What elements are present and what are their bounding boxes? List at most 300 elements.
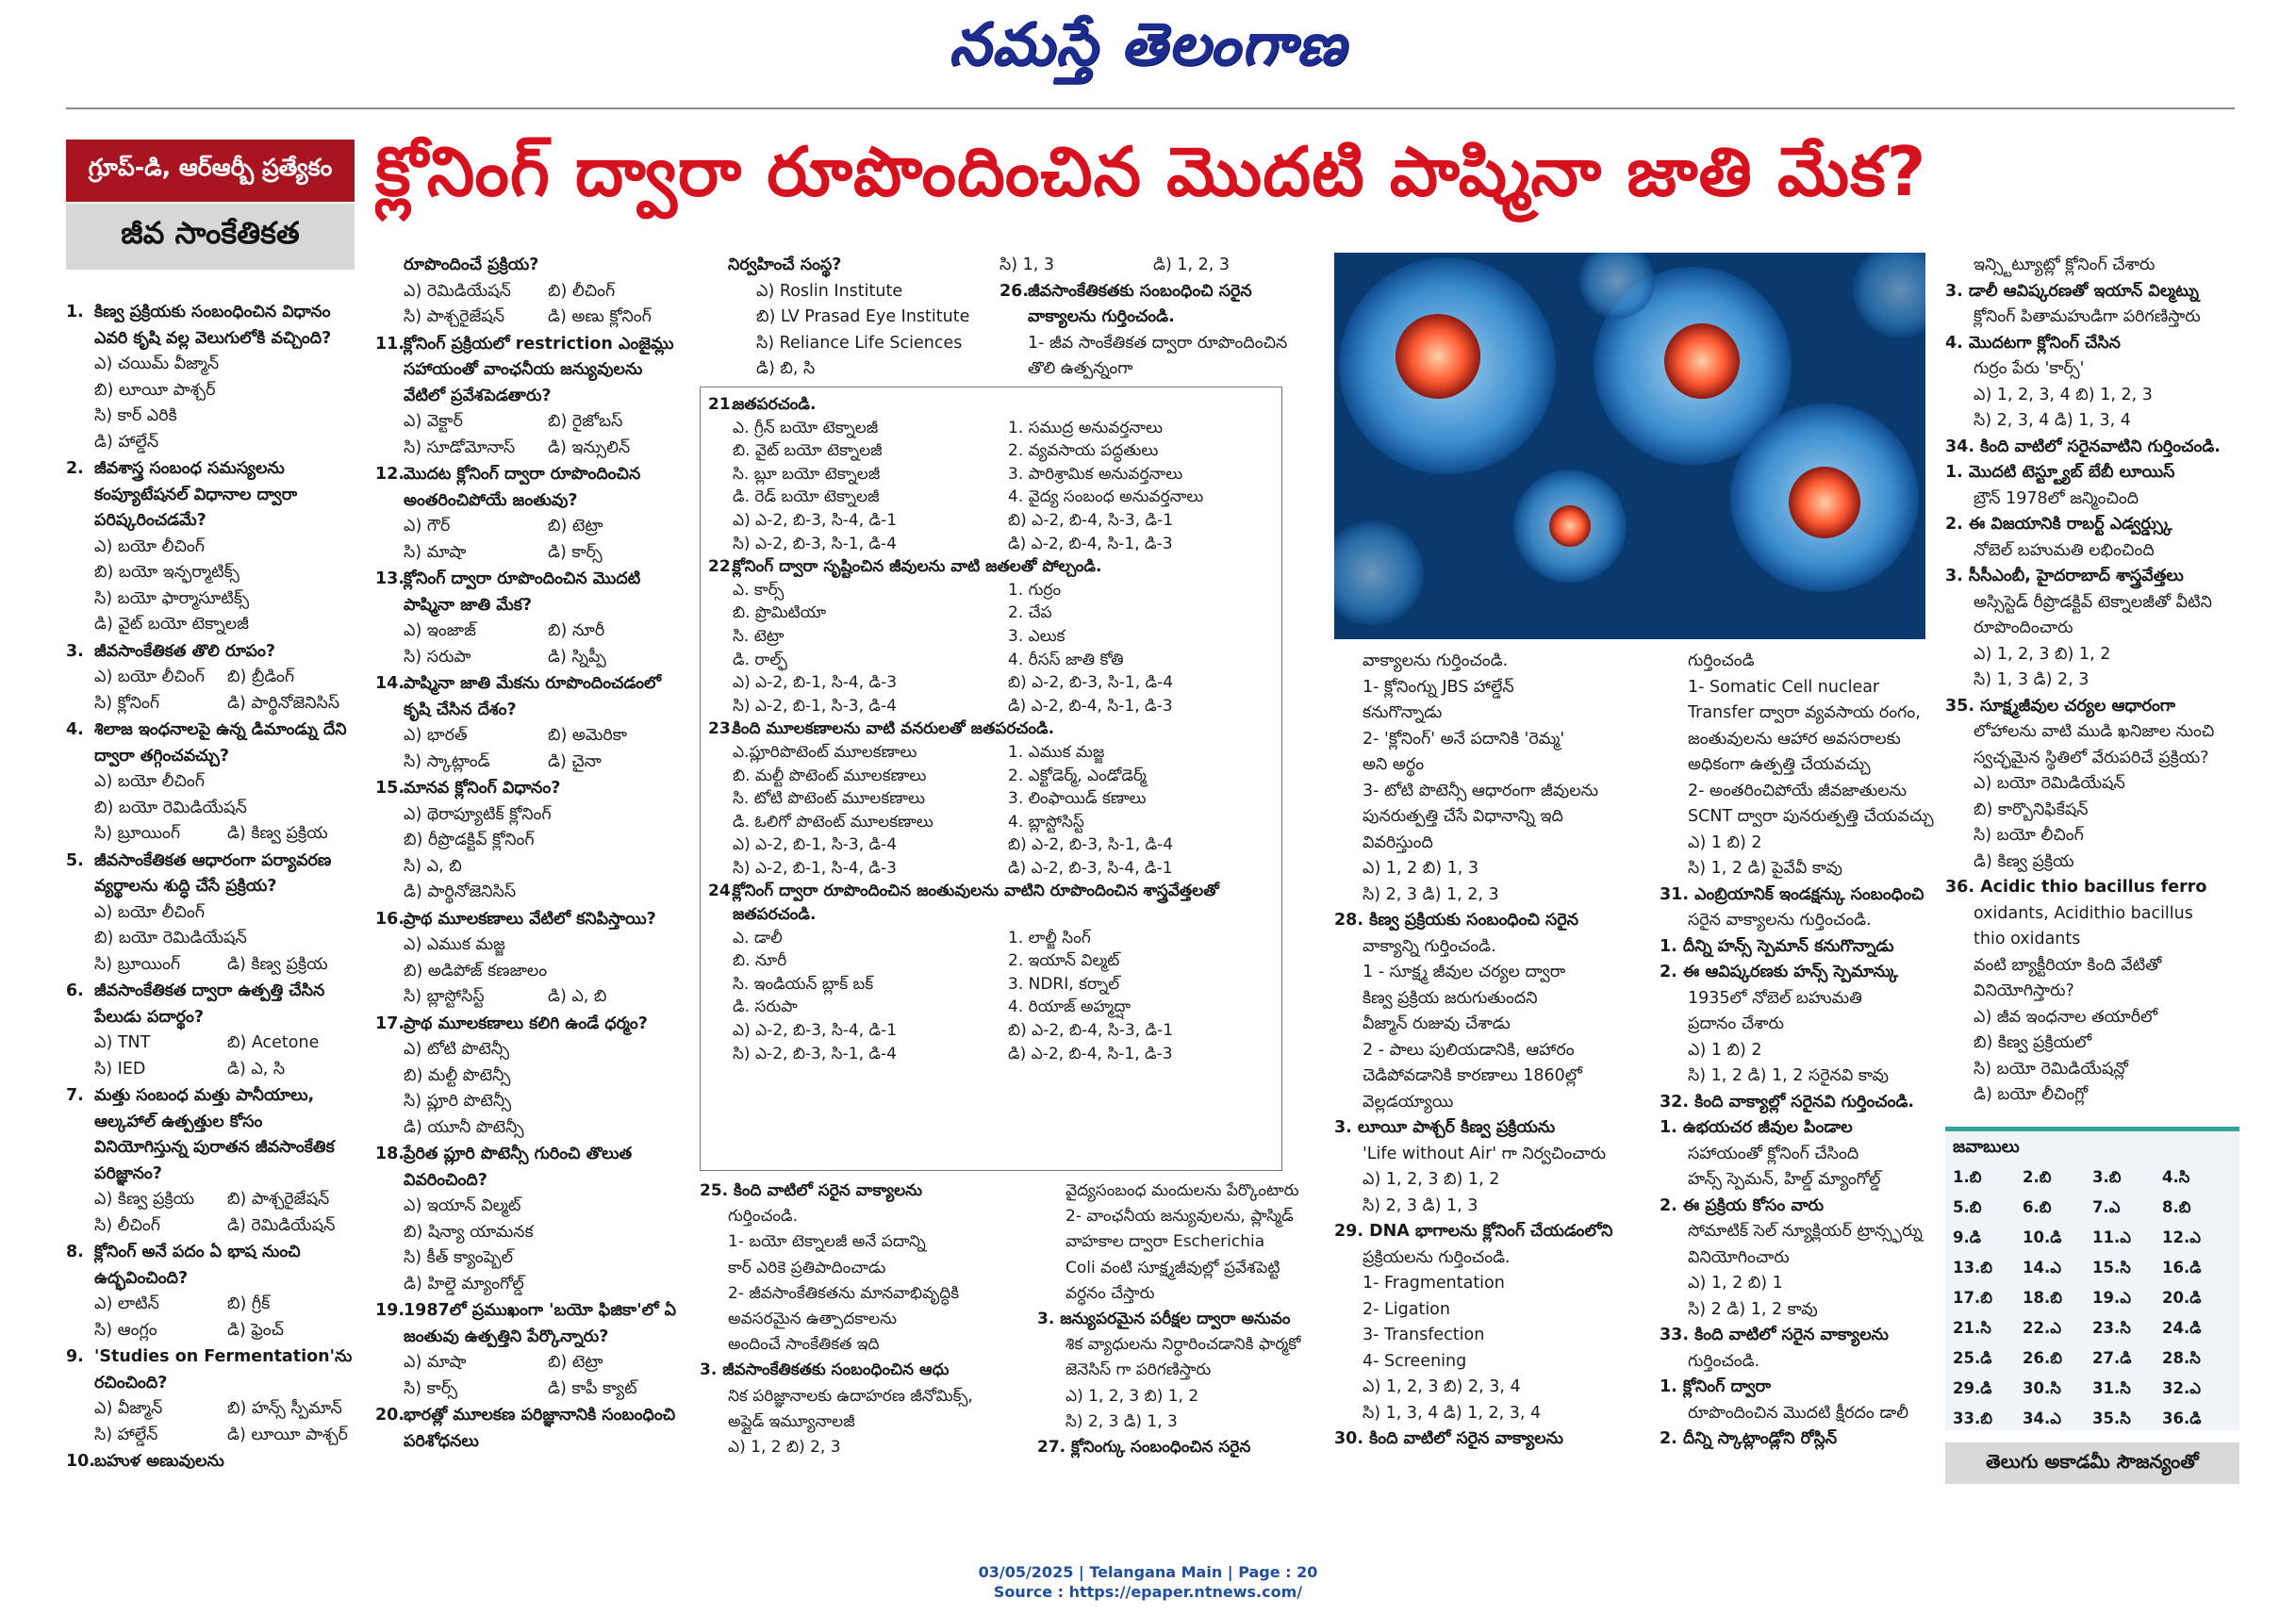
match-right: 1. లాల్జీ సింగ్ xyxy=(1008,928,1091,948)
question-text: 1. మొదటి టెస్ట్ట్యూబ్ బేబీ లూయిస్ xyxy=(1945,463,2175,482)
option-item: ఎ) TNT xyxy=(94,1033,151,1052)
option-item: సి) ఆంగ్లం xyxy=(94,1320,157,1340)
question-text: 3. లూయీ పాశ్చర్ కిణ్వ ప్రక్రియను xyxy=(1334,1118,1556,1137)
question-text: జీవసాంకేతికత తొలి రూపం? xyxy=(94,641,275,661)
option-item: సి) ఎ-2, బి-1, సి-4, డి-3 xyxy=(733,858,897,878)
answer-item: 20.డి xyxy=(2162,1289,2202,1307)
question-text: 2. ఈ ఆవిష్కరణకు హన్స్ స్పెమాన్కు xyxy=(1660,963,1899,981)
match-right: 3. పారిశ్రామిక అనువర్తనాలు xyxy=(1008,464,1183,484)
question-item xyxy=(375,253,686,331)
match-left: ఎ. డాలీ xyxy=(733,928,783,948)
question-text: కింది మూలకణాలను వాటి వనరులతో జతపరచండి. xyxy=(733,719,1055,739)
question-text: 4. మొదటగా క్లోనింగ్ చేసిన xyxy=(1945,333,2121,353)
text-line: ఎ) 1, 2, 3 బి) 1, 2 xyxy=(1065,1386,1199,1406)
question-header xyxy=(66,979,355,1030)
match-right: 1. సముద్ర అనువర్తనాలు xyxy=(1008,418,1164,437)
text-line: వెల్లడయ్యాయి xyxy=(1363,1092,1454,1112)
match-right: 3. NDRI, కర్నాల్ xyxy=(1008,974,1120,994)
question-header xyxy=(66,1083,355,1187)
answer-item: 15.సి xyxy=(2092,1259,2131,1277)
options-grid xyxy=(375,409,686,461)
option-item: సి) ఎ-2, బి-3, సి-1, డి-4 xyxy=(733,534,897,553)
answer-item: 24.డి xyxy=(2162,1319,2202,1337)
question-item xyxy=(66,979,355,1082)
question-number: 6. xyxy=(66,981,84,1000)
match-row xyxy=(708,439,1274,463)
column-3-top-left xyxy=(728,253,992,385)
text-line: అస్సిస్టెడ్ రీప్రొడక్టివ్ టెక్నాలజీతో వీటిని xyxy=(1974,592,2212,612)
question-item xyxy=(375,907,686,1011)
options-grid xyxy=(375,723,686,775)
question-item xyxy=(66,1083,355,1239)
masthead: నమస్తే తెలంగాణ xyxy=(949,9,1347,78)
option-item: సి) బ్రూయింగ్ xyxy=(94,824,181,843)
text-line: SCNT ద్వారా పునరుత్పత్తి చేయవచ్చు xyxy=(1688,807,1934,826)
match-left: డి. ఓలిగో పొటెంట్ మూలకణాలు xyxy=(733,812,933,832)
text-line: సి) 1, 3, 4 డి) 1, 2, 3, 4 xyxy=(1363,1403,1542,1423)
page-footer xyxy=(0,1562,2296,1602)
text-line: సి) 2, 3, 4 డి) 1, 3, 4 xyxy=(1974,411,2131,430)
match-row xyxy=(708,949,1274,973)
answer-item: 26.బి xyxy=(2023,1349,2062,1367)
option-item: సి) ఎ-2, బి-3, సి-1, డి-4 xyxy=(733,1044,897,1063)
question-item xyxy=(375,1142,686,1297)
answer-item: 10.డి xyxy=(2023,1228,2062,1246)
option-item: డి) కిణ్వ ప్రక్రియ xyxy=(227,954,328,974)
option-item: డి) కాపీ క్యాట్ xyxy=(548,1378,637,1398)
option-item: ఎ) బయో లీచింగ్ xyxy=(94,772,205,791)
match-left: ఎ. గ్రీన్ బయో టెక్నాలజీ xyxy=(733,418,879,437)
options-grid xyxy=(375,279,686,331)
match-left: సి. టోటి పొటెంట్ మూలకణాలు xyxy=(733,789,925,809)
text-line: పునరుత్పత్తి చేసే విధానాన్ని ఇది xyxy=(1363,807,1563,826)
option-item: ఎ) బయో లీచింగ్ xyxy=(94,667,205,686)
option-item: బి) అమెరికా xyxy=(548,726,627,745)
answer-item: 12.ఎ xyxy=(2162,1228,2201,1246)
text-line: సి) 2 డి) 1, 2 కావు xyxy=(1688,1299,1818,1319)
answer-item: 36.డి xyxy=(2162,1409,2202,1427)
match-right: 1. ఎముక మజ్జ xyxy=(1008,742,1105,762)
option-item: డి) ఎ-2, బి-4, సి-1, డి-3 xyxy=(1008,534,1173,553)
answer-item: 21.సి xyxy=(1953,1319,1991,1337)
match-left: డి. సరుపా xyxy=(733,997,798,1017)
question-header xyxy=(375,1012,686,1038)
option-item: డి) ఎ-2, బి-4, సి-1, డి-3 xyxy=(1008,1044,1173,1063)
match-row xyxy=(708,996,1274,1019)
text-line: నిక పరిజ్ఞానాలకు ఉదాహరణ జీనోమిక్స్, xyxy=(728,1386,973,1406)
option-item: సి) హాల్డేన్ xyxy=(94,1425,158,1444)
footer-source-link[interactable]: Source : https://epaper.ntnews.com/ xyxy=(993,1583,1303,1601)
question-number: 24. xyxy=(708,882,737,901)
question-item xyxy=(66,300,355,455)
text-line: వంటి బ్యాక్టీరియా కింది వేటితో xyxy=(1974,955,2162,975)
options-grid xyxy=(66,1030,355,1082)
option-item: ఎ) ఎ-2, బి-1, సి-3, డి-4 xyxy=(733,835,898,855)
question-item xyxy=(375,332,686,462)
match-row xyxy=(708,787,1274,811)
question-text: క్లోనింగ్ ప్రక్రియలో restriction ఎంజైమ్లు సహాయంతో వాంఛనీయ జన్యువులను వేటిలో ప్రవేశపెడతారు? xyxy=(404,334,674,405)
text-line: హన్స్ స్పెమన్, హిల్డ్ మ్యాంగోల్డ్ xyxy=(1688,1170,1881,1189)
answer-item: 16.డి xyxy=(2162,1259,2202,1277)
question-item xyxy=(375,462,686,566)
question-text: 'Studies on Fermentation'ను రచించింది? xyxy=(94,1347,353,1393)
option-item: సి) లీచింగ్ xyxy=(94,1215,160,1235)
credit-note: తెలుగు అకాడమీ సౌజన్యంతో xyxy=(1945,1442,2239,1484)
option-item: సి) కీత్ క్యాంప్బెల్ xyxy=(404,1248,514,1267)
text-line: 2- అంతరించిపోయే జీవజాతులను xyxy=(1688,781,1907,800)
answer-item: 27.డి xyxy=(2092,1349,2132,1367)
text-line: కనుగొన్నాడు xyxy=(1363,703,1443,722)
answer-item: 4.సి xyxy=(2162,1168,2190,1186)
option-item: బి) రైజోబస్ xyxy=(548,412,623,431)
question-number: 16. xyxy=(375,909,405,929)
text-line: ఎ) 1, 2, 3 బి) 2, 3, 4 xyxy=(1363,1377,1521,1396)
match-left: సి. బ్లూ బయో టెక్నాలజీ xyxy=(733,464,881,484)
question-number: 7. xyxy=(66,1086,84,1105)
question-number: 17. xyxy=(375,1013,405,1033)
text-line: సోమాటిక్ సెల్ న్యూక్లియర్ ట్రాన్స్ఫర్ను xyxy=(1688,1222,1923,1241)
question-number: 4. xyxy=(66,720,84,739)
option-item: బి) లీచింగ్ xyxy=(548,281,616,301)
question-text: 32. కింది వాక్యాల్లో సరైనవి గుర్తించండి. xyxy=(1660,1092,1915,1112)
question-header xyxy=(66,1449,355,1475)
option-item: ఎ) ఎ-2, బి-3, సి-4, డి-1 xyxy=(733,510,898,530)
question-header xyxy=(375,462,686,514)
question-header xyxy=(66,300,355,352)
question-header xyxy=(375,1403,686,1455)
option-item: సి) ఎ-2, బి-1, సి-3, డి-4 xyxy=(733,696,897,716)
option-item: ఎ) వీజ్మాన్ xyxy=(94,1399,163,1418)
nucleus-shape xyxy=(1664,323,1740,399)
option-item: సి) కార్స్ xyxy=(404,1378,457,1398)
options-grid xyxy=(708,1019,1274,1043)
option-item: ఎ) కిణ్వ ప్రక్రియ xyxy=(94,1190,195,1209)
text-line: ఎ) 1, 2, 3, 4 బి) 1, 2, 3 xyxy=(1974,385,2153,404)
question-item xyxy=(375,567,686,670)
answer-item: 14.ఎ xyxy=(2023,1259,2061,1277)
option-item: సి) బ్రూయింగ్ xyxy=(94,954,181,974)
question-text: ప్రాథ మూలకణాలు వేటిలో కనిపిస్తాయి? xyxy=(404,909,656,929)
text-line: 3- టోటి పొటెన్సీ ఆధారంగా జీవులను xyxy=(1363,781,1598,800)
text-line: నోబెల్ బహుమతి లభించింది xyxy=(1974,540,2155,560)
text-line: బి) కిణ్వ ప్రక్రియలో xyxy=(1974,1033,2092,1052)
question-text: మత్తు సంబంధ మత్తు పానీయాలు, ఆల్కహాల్ ఉత్పత్తుల కోసం వినియోగిస్తున్న పురాతన జీవసాంకేతిక పరిజ్ఞానం? xyxy=(94,1086,335,1183)
question-text: జీవసాంకేతికత ద్వారా ఉత్పత్తి చేసిన పేలుడు పదార్థం? xyxy=(94,981,325,1027)
question-text: కిణ్వ ప్రక్రియకు సంబంధించిన విధానం ఎవరి కృషి వల్ల వెలుగులోకి వచ్చింది? xyxy=(94,303,332,348)
match-left: బి. నూరీ xyxy=(733,951,787,971)
text-line: Transfer ద్వారా వ్యవసాయ రంగం, xyxy=(1688,703,1921,722)
question-header xyxy=(66,639,355,666)
question-text: 2. దీన్ని స్కాట్లాండ్లోని రోస్లిన్ xyxy=(1660,1429,1838,1448)
option-item: బి) బ్రీడింగ్ xyxy=(227,667,295,686)
option-item: ఎ) మాషా xyxy=(404,1353,467,1372)
question-number: 15. xyxy=(375,779,405,798)
text-line: గుర్తించండి xyxy=(1688,651,1755,670)
answer-item: 35.సి xyxy=(2092,1409,2131,1427)
question-text: ప్రాథ మూలకణాలు కలిగి ఉండే ధర్మం? xyxy=(404,1013,648,1033)
option-item: ఎ) Roslin Institute xyxy=(756,281,903,301)
question-text: 3. సీసీఎంబీ, హైదరాబాద్ శాస్త్రవేత్తలు xyxy=(1945,567,2184,585)
options-grid xyxy=(999,253,1301,279)
answer-item: 5.బి xyxy=(1953,1198,1982,1216)
match-left: సి. ఇండియన్ బ్లాక్ బక్ xyxy=(733,974,874,994)
match-right: 3. లింఫాయిడ్ కణాలు xyxy=(1008,789,1147,809)
answer-item: 9.డి xyxy=(1953,1228,1981,1246)
option-item: బి) మల్టీ పొటెన్సీ xyxy=(404,1065,511,1085)
match-left: ఎ.ప్లూరిపొటెంట్ మూలకణాలు xyxy=(733,742,917,762)
question-header xyxy=(375,253,686,279)
option-item: బి) టెట్రా xyxy=(548,1353,603,1372)
question-item xyxy=(66,1240,355,1343)
question-item xyxy=(66,1449,355,1475)
match-right: 4. రియాజ్ అహ్మద్షా xyxy=(1008,997,1131,1017)
question-number: 11. xyxy=(375,334,405,354)
question-text: 3. జీవసాంకేతికతకు సంబంధించిన ఆధు xyxy=(700,1360,950,1380)
match-row xyxy=(708,486,1274,509)
option-item: సి) సూడోమోనాస్ xyxy=(404,437,516,457)
answer-key-heading: జవాబులు xyxy=(1953,1137,2020,1157)
option-item: ఎ) లాటిన్ xyxy=(94,1294,159,1313)
text-line: 1- జీవ సాంకేతికత ద్వారా రూపొందించిన తొలి ఉత్పన్నంగా xyxy=(1028,333,1288,378)
option-item: ఎ) ఇయాన్ విల్మట్ xyxy=(404,1196,521,1215)
text-line: 1935లో నోబెల్ బహుమతి xyxy=(1688,988,1862,1008)
options-grid xyxy=(66,665,355,717)
text-line: డి) బయో లీచింగ్లో xyxy=(1974,1085,2089,1104)
question-text: క్లోనింగ్ ద్వారా సృష్టించిన జీవులను వాటి జతలతో పోల్చండి. xyxy=(733,557,1102,577)
match-right: 4. రీసస్ జాతి కోతి xyxy=(1008,650,1124,669)
answer-item: 18.బి xyxy=(2023,1289,2062,1307)
question-text: క్లోనింగ్ ద్వారా రూపొందించిన మొదటి పాష్మినా జాతి మేక? xyxy=(404,569,641,615)
text-line: అప్లైడ్ ఇమ్యూనాలజీ xyxy=(728,1411,855,1431)
question-header xyxy=(375,776,686,802)
question-item xyxy=(375,1298,686,1402)
answer-item: 28.సి xyxy=(2162,1349,2201,1367)
answer-key xyxy=(1945,1127,2239,1430)
option-item: బి) అడిపోజ్ కణజాలం xyxy=(404,961,548,981)
option-item: ఎ) ఎ-2, బి-3, సి-4, డి-1 xyxy=(733,1021,898,1041)
text-line: thio oxidants xyxy=(1974,930,2081,948)
option-item: డి) హిల్డె మ్యాంగోల్డ్ xyxy=(404,1274,524,1294)
text-line: అని అర్థం xyxy=(1363,755,1425,774)
question-number: 1. xyxy=(66,303,84,321)
match-right: 2. ఎక్టోడెర్మ్, ఎండోడెర్మ్ xyxy=(1008,766,1147,785)
text-line: కార్ ఎరికె ప్రతిపాదించాడు xyxy=(728,1258,886,1277)
text-line: ఎ) జీవ ఇంధనాల తయారీలో xyxy=(1974,1007,2158,1027)
text-line: 3- Transfection xyxy=(1363,1326,1485,1344)
text-line: వాక్యాలను గుర్తించండి. xyxy=(1363,651,1509,670)
text-line: గుర్తించండి. xyxy=(728,1207,799,1227)
question-header xyxy=(375,1298,686,1350)
match-right: 4. బ్లాస్టోసిస్ట్ xyxy=(1008,812,1084,832)
text-line: ఎ) 1, 2 బి) 1 xyxy=(1688,1274,1783,1293)
match-right: 2. చేప xyxy=(1008,603,1052,623)
question-text: రూపొందించే ప్రక్రియ? xyxy=(404,255,539,274)
options-grid xyxy=(66,1292,355,1343)
text-line: సి) బయో రెమిడియేషన్లో xyxy=(1974,1059,2129,1079)
text-line: 2- జీవసాంకేతికతను మానవాభివృద్ధికి xyxy=(728,1283,960,1303)
question-item xyxy=(375,776,686,906)
text-line: 1- Somatic Cell nuclear xyxy=(1688,677,1880,697)
option-item: బి) రీప్రొడక్టివ్ క్లోనింగ్ xyxy=(404,831,535,849)
options-grid xyxy=(375,514,686,566)
text-line: బి) కార్బొనిఫికేషన్ xyxy=(1974,799,2089,819)
option-item: ఎ) ఇంజాజ్ xyxy=(404,621,476,640)
answer-item: 19.ఎ xyxy=(2092,1289,2131,1307)
column-4 xyxy=(1334,649,1645,1478)
column-5 xyxy=(1660,649,1942,1478)
text-line: సి) 1, 2 డి) పైవేవీ కావు xyxy=(1688,859,1842,878)
option-item: ఎ) థెరాప్యూటిక్ క్లోనింగ్ xyxy=(404,804,552,824)
text-line: 1- బయో టెక్నాలజీ అనే పదాన్ని xyxy=(728,1232,926,1252)
question-text: 3. జన్యుపరమైన పరీక్షల ద్వారా అనువం xyxy=(1037,1310,1291,1329)
match-left: ఎ. కార్స్ xyxy=(733,580,785,600)
text-line: వాక్యాన్ని గుర్తించండి. xyxy=(1363,936,1496,956)
option-item: బి) బయో రెమిడియేషన్ xyxy=(94,929,247,948)
question-text: 36. Acidic thio bacillus ferro xyxy=(1945,878,2207,897)
column-6 xyxy=(1945,253,2239,1120)
match-row xyxy=(708,649,1274,672)
question-number: 2. xyxy=(66,459,84,478)
question-header xyxy=(66,717,355,769)
answer-item: 3.బి xyxy=(2092,1168,2122,1186)
answer-item: 30.సి xyxy=(2023,1379,2061,1397)
question-item xyxy=(66,639,355,717)
text-line: 1 - సూక్ష్మ జీవుల చర్యల ద్వారా xyxy=(1363,963,1566,981)
match-row xyxy=(708,973,1274,997)
option-item: బి) ఎ-2, బి-4, సి-3, డి-1 xyxy=(1008,510,1174,530)
option-item: బి) బయో రెమిడియేషన్ xyxy=(94,798,247,817)
question-text: 1987లో ప్రముఖంగా 'బయో ఫిజికా'లో ఏ జంతువు ఉత్పత్తిని పేర్కొన్నారు? xyxy=(404,1301,677,1346)
subject-banner: జీవ సాంకేతికత xyxy=(66,204,355,270)
options-grid xyxy=(66,821,355,848)
option-item: బి) హన్స్ స్పీమాన్ xyxy=(227,1399,342,1418)
question-text: మొదట క్లోనింగ్ ద్వారా రూపొందించిన అంతరించిపోయే జంతువు? xyxy=(404,465,641,510)
question-item xyxy=(66,1344,355,1448)
option-item: డి) ఎ, బి xyxy=(548,987,607,1006)
option-item: డి) అణు క్లోనింగ్ xyxy=(548,307,652,326)
question-text: 25. కింది వాటిలో సరైన వాక్యాలను xyxy=(700,1181,922,1200)
text-line: వినియోగించారు xyxy=(1688,1247,1790,1267)
text-line: ఎ) బయో రెమిడియేషన్ xyxy=(1974,774,2125,793)
question-header xyxy=(66,456,355,535)
question-number xyxy=(375,253,404,279)
match-right: 4. వైద్య సంబంధ అనువర్తనాలు xyxy=(1008,487,1204,507)
question-number: 26. xyxy=(999,281,1030,301)
option-item: సి) ఎ, బి xyxy=(404,856,462,876)
question-header xyxy=(708,555,1274,579)
question-number: 14. xyxy=(375,674,405,693)
nucleus-shape xyxy=(1396,314,1480,399)
text-line: ప్రక్రియలను గుర్తించండి. xyxy=(1363,1247,1511,1267)
text-line: వర్ధనం చేస్తారు xyxy=(1065,1283,1155,1303)
text-line: సి) బయో లీచింగ్ xyxy=(1974,826,2084,845)
option-item: డి) రెమిడియేషన్ xyxy=(227,1215,336,1235)
options-grid xyxy=(66,1396,355,1448)
text-line: 2- 'క్లోనింగ్' అనే పదానికి 'రెమ్మ' xyxy=(1363,729,1565,749)
answer-item: 29.డి xyxy=(1953,1379,1992,1397)
options-grid xyxy=(708,671,1274,695)
text-line: 1- క్లోనింగ్ను JBS హాల్డేన్ xyxy=(1363,677,1514,697)
option-item: సి) బయో ఫార్మాసూటిక్స్ xyxy=(94,588,250,608)
text-line: వివరిస్తుంది xyxy=(1363,832,1433,852)
text-line: Coli వంటి సూక్ష్మజీవుల్లో ప్రవేశపెట్టి xyxy=(1065,1258,1280,1277)
question-text: 2. ఈ ప్రక్రియ కోసం వారు xyxy=(1660,1195,1825,1215)
options-grid xyxy=(66,1187,355,1239)
options-grid xyxy=(375,1350,686,1402)
question-text: శిలాజ ఇంధనాలపై ఉన్న డిమాండ్ను దేని ద్వారా తగ్గించవచ్చు? xyxy=(94,720,347,766)
question-text: 27. క్లోనింగ్కు సంబంధించిన సరైన xyxy=(1037,1438,1251,1458)
text-line: 1- Fragmentation xyxy=(1363,1274,1505,1293)
option-item: డి) బి, సి xyxy=(756,359,816,378)
text-line: oxidants, Acidithio bacillus xyxy=(1974,903,2193,923)
text-line: అధికంగా ఉత్పత్తి చేయవచ్చు xyxy=(1688,755,1871,774)
text-line: జంతువులను ఆహార అవసరాలకు xyxy=(1688,729,1901,749)
option-item: డి) లూయీ పాశ్చర్ xyxy=(227,1425,348,1444)
question-text: జీవసాంకేతికతకు సంబంధించి సరైన వాక్యాలను గుర్తించండి. xyxy=(1028,281,1252,326)
question-text: బహుళ అణువులను xyxy=(94,1452,224,1471)
text-line: ఎ) 1 బి) 2 xyxy=(1688,832,1762,852)
question-number: 21. xyxy=(708,395,737,414)
question-header xyxy=(375,1142,686,1194)
answer-item: 23.సి xyxy=(2092,1319,2131,1337)
question-item xyxy=(66,717,355,848)
text-line: 2- వాంఛనీయ జన్యువులను, ప్లాస్మిడ్ xyxy=(1065,1207,1294,1227)
option-item: ఎ) భారత్ xyxy=(404,726,468,745)
column-3-bottom-left xyxy=(700,1178,1022,1471)
answer-item: 8.బి xyxy=(2162,1198,2191,1216)
text-line: కిణ్వ ప్రక్రియ జరుగుతుందని xyxy=(1363,988,1538,1008)
column-1 xyxy=(66,300,355,1516)
option-item: బి) పాశ్చరైజేషన్ xyxy=(227,1190,330,1209)
text-line: వైద్యసంబంధ మందులను పేర్కొంటారు xyxy=(1065,1181,1299,1200)
question-number: 18. xyxy=(375,1145,405,1163)
column-3-bottom-right xyxy=(1037,1178,1320,1471)
question-header xyxy=(375,907,686,933)
text-line: అవసరమైన ఉత్పాదకాలను xyxy=(728,1310,898,1329)
options-grid xyxy=(375,618,686,670)
question-item xyxy=(66,849,355,979)
match-left: సి. టెట్రా xyxy=(733,626,785,646)
option-item: సి) మాషా xyxy=(404,542,467,562)
match-right: 3. ఎలుక xyxy=(1008,626,1065,646)
answer-item: 22.ఎ xyxy=(2023,1319,2061,1337)
question-header xyxy=(375,332,686,410)
question-text: 29. DNA భాగాలను క్లోనింగ్ చేయడంలోని xyxy=(1334,1222,1613,1241)
option-item: డి) స్నిప్పీ xyxy=(548,647,606,667)
option-item: డి) ఎ-2, బి-4, సి-1, డి-3 xyxy=(1008,696,1173,716)
options-grid xyxy=(708,1043,1274,1066)
question-text: పాష్మినా జాతి మేకను రూపొందించడంలో కృషి చేసిన దేశం? xyxy=(404,674,661,719)
text-line: సహాయంతో క్లోనింగ్ చేసింది xyxy=(1688,1144,1859,1163)
text-line: 'Life without Air' గా నిర్వచించారు xyxy=(1363,1144,1607,1163)
footer-date-line: 03/05/2025 | Telangana Main | Page : 20 xyxy=(978,1563,1318,1581)
answer-item: 11.ఎ xyxy=(2092,1228,2131,1246)
option-item: ఎ) చయిమ్ వీజ్మాన్ xyxy=(94,354,220,373)
question-header xyxy=(375,671,686,723)
option-item: డి) కార్స్ xyxy=(548,542,603,562)
question-text: 2. ఈ విజయానికి రాబర్ట్ ఎడ్వర్డ్స్కు xyxy=(1945,515,2172,534)
option-item: ఎ) రెమిడియేషన్ xyxy=(404,281,511,301)
option-item: డి) హాల్డేన్ xyxy=(94,432,159,452)
options-grid xyxy=(708,509,1274,533)
nucleus-shape xyxy=(1789,467,1860,538)
column-3-top-right xyxy=(999,253,1301,385)
question-text: నిర్వహించే సంస్థ? xyxy=(728,255,842,274)
option-item: సి) కార్ ఎరికి xyxy=(94,406,177,425)
text-line: ఎ) 1, 2, 3 బి) 1, 2 xyxy=(1363,1170,1500,1189)
question-number: 10. xyxy=(66,1452,96,1471)
option-item: బి) గ్రీక్ xyxy=(227,1294,271,1313)
